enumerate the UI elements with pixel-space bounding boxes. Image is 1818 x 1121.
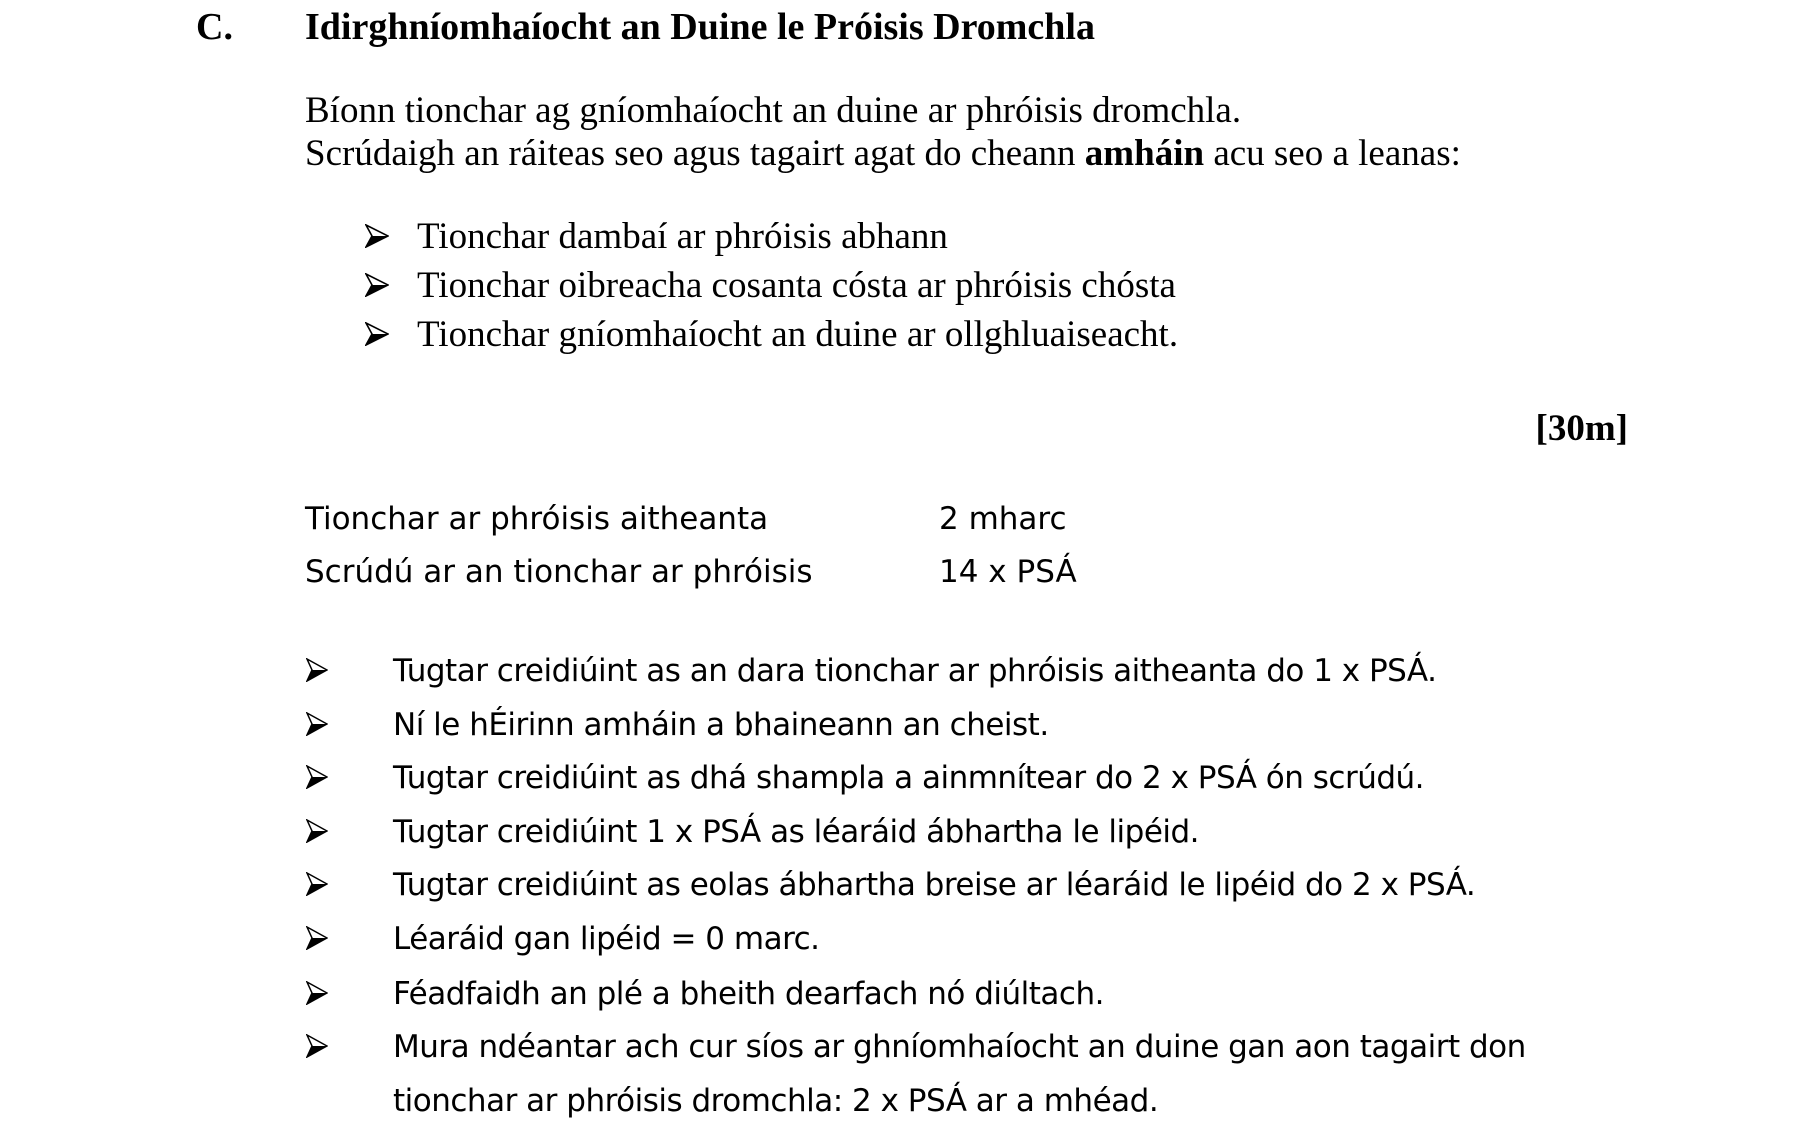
arrowhead-bullet-icon — [365, 273, 417, 297]
marking-note-text: Tugtar creidiúint 1 x PSÁ as léaráid ábhartha le lipéid. — [393, 814, 1200, 850]
marking-note-text: Tugtar creidiúint as an dara tionchar ar phróisis aitheanta do 1 x PSÁ. — [393, 653, 1437, 689]
marking-note-text: Léaráid gan lipéid = 0 marc. — [393, 921, 820, 957]
marking-note-text: Tugtar creidiúint as eolas ábhartha breise ar léaráid le lipéid do 2 x PSÁ. — [393, 867, 1476, 903]
marking-note-text: tionchar ar phróisis dromchla: 2 x PSÁ ar a mhéad. — [393, 1083, 1159, 1119]
arrowhead-bullet-icon — [306, 926, 332, 954]
arrowhead-bullet-icon — [306, 765, 332, 793]
intro-instruction — [305, 135, 1461, 172]
marking-note-text: Féadfaidh an plé a bheith dearfach nó diúltach. — [393, 976, 1104, 1012]
arrowhead-bullet-icon — [306, 819, 332, 847]
marking-note-text: Mura ndéantar ach cur síos ar ghníomhaíocht an duine gan aon tagairt don — [393, 1029, 1526, 1065]
section-title: Idirghníomhaíocht an Duine le Próisis Dromchla — [305, 6, 1095, 48]
arrowhead-bullet-icon — [365, 322, 417, 346]
section-letter: C. — [196, 6, 233, 48]
marks-total: [30m] — [1535, 408, 1628, 449]
arrowhead-bullet-icon — [306, 981, 332, 1009]
arrowhead-bullet-icon — [365, 224, 417, 248]
arrowhead-bullet-icon — [306, 712, 332, 740]
intro-statement: Bíonn tionchar ag gníomhaíocht an duine ar phróisis dromchla. — [305, 90, 1242, 131]
option-label: Tionchar dambaí ar phróisis abhann — [417, 216, 948, 257]
intro-instruction-emphasis: amháin — [1084, 133, 1205, 174]
arrowhead-bullet-icon — [306, 872, 332, 900]
intro-instruction-end: acu seo a leanas: — [1204, 133, 1461, 174]
option-label: Tionchar oibreacha cosanta cósta ar phróisis chósta — [417, 265, 1176, 306]
option-item — [365, 218, 948, 255]
arrowhead-bullet-icon — [306, 1034, 332, 1062]
option-item — [365, 316, 1178, 353]
arrowhead-bullet-icon — [306, 658, 332, 686]
criterion-value: 2 mharc — [939, 501, 1067, 537]
criterion-value: 14 x PSÁ — [939, 554, 1077, 590]
option-label: Tionchar gníomhaíocht an duine ar ollghluaiseacht. — [417, 314, 1179, 355]
intro-instruction-start: Scrúdaigh an ráiteas seo agus tagairt agat do cheann — [305, 133, 1085, 174]
criterion-label: Tionchar ar phróisis aitheanta — [305, 501, 769, 537]
marking-note-text: Tugtar creidiúint as dhá shampla a ainmnítear do 2 x PSÁ ón scrúdú. — [393, 760, 1425, 796]
criterion-label: Scrúdú ar an tionchar ar phróisis — [305, 554, 813, 590]
marking-note-text: Ní le hÉirinn amháin a bhaineann an cheist. — [393, 707, 1049, 743]
option-item — [365, 267, 1176, 304]
